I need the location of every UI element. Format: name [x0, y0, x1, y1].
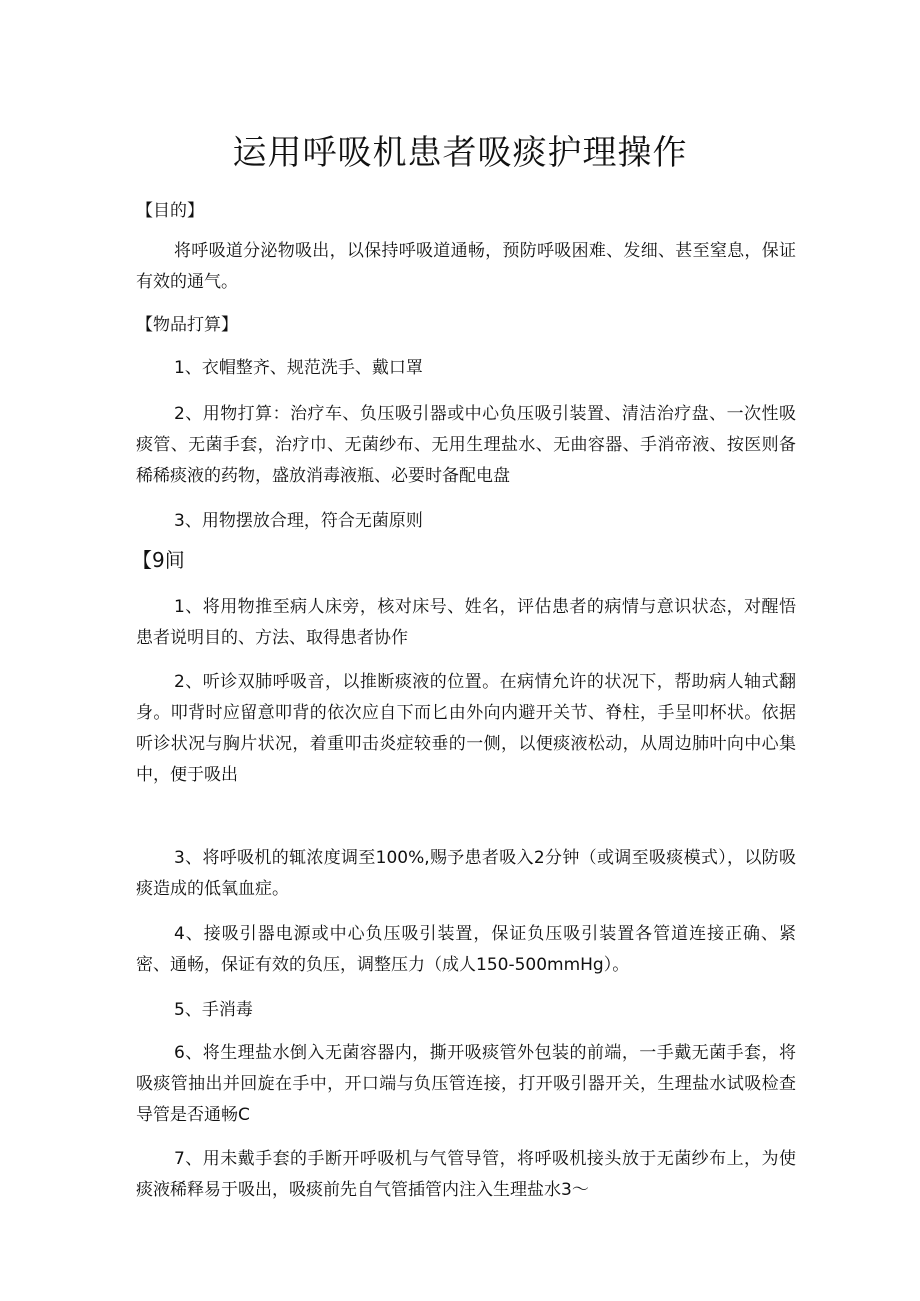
document-title: 运用呼吸机患者吸痰护理操作: [232, 133, 688, 173]
procedure-step-4: 4、接吸引器电源或中心负压吸引装置，保证负压吸引装置各管道连接正确、紧密、通畅，保证有效的负压，调整压力（成人150-500mmHg）。: [136, 924, 796, 975]
preparation-item-2: 2、用物打算：治疗车、负压吸引器或中心负压吸引装置、清洁治疗盘、一次性吸痰管、无菌手套，治疗巾、无菌纱布、无用生理盐水、无曲容器、手消帝液、按医则备稀稀痰液的药物，盛放消毒液瓶、必要时备配电盘: [136, 404, 796, 486]
procedure-step-7: 7、用未戴手套的手断开呼吸机与气管导管，将呼吸机接头放于无菌纱布上，为使痰液稀释易于吸出，吸痰前先自气管插管内注入生理盐水3～: [136, 1149, 796, 1200]
preparation-item-3: 3、用物摆放合理，符合无菌原则: [174, 511, 423, 531]
preparation-heading: 【物品打算】: [136, 315, 238, 335]
procedure-step-1: 1、将用物推至病人床旁，核对床号、姓名，评估患者的病情与意识状态，对醒悟患者说明目的、方法、取得患者协作: [136, 597, 796, 648]
procedure-step-2: 2、听诊双肺呼吸音，以推断痰液的位置。在病情允许的状况下，帮助病人轴式翻身。叩背时应留意叩背的依次应自下而匕由外向内避开关节、脊柱，手呈叩杯状。依据听诊状况与胸片状况，着重叩击炎症较垂的一侧，以便痰液松动，从周边肺叶向中心集中，便于吸出: [136, 672, 796, 785]
preparation-item-1: 1、衣帽整齐、规范洗手、戴口罩: [174, 358, 423, 378]
procedure-step-3: 3、将呼吸机的辄浓度调至100%,赐予患者吸入2分钟（或调至吸痰模式），以防吸痰造成的低氧血症。: [136, 848, 796, 899]
purpose-text: 将呼吸道分泌物吸出，以保持呼吸道通畅，预防呼吸困难、发细、甚至窒息，保证有效的通气。: [136, 241, 796, 292]
procedure-heading: 【9间: [132, 548, 185, 572]
purpose-heading: 【目的】: [136, 201, 204, 221]
procedure-step-6: 6、将生理盐水倒入无菌容器内，撕开吸痰管外包装的前端，一手戴无菌手套，将吸痰管抽出并回旋在手中，开口端与负压管连接，打开吸引器开关，生理盐水试吸检查导管是否通畅C: [136, 1043, 796, 1125]
procedure-step-5: 5、手消毒: [174, 1000, 253, 1020]
